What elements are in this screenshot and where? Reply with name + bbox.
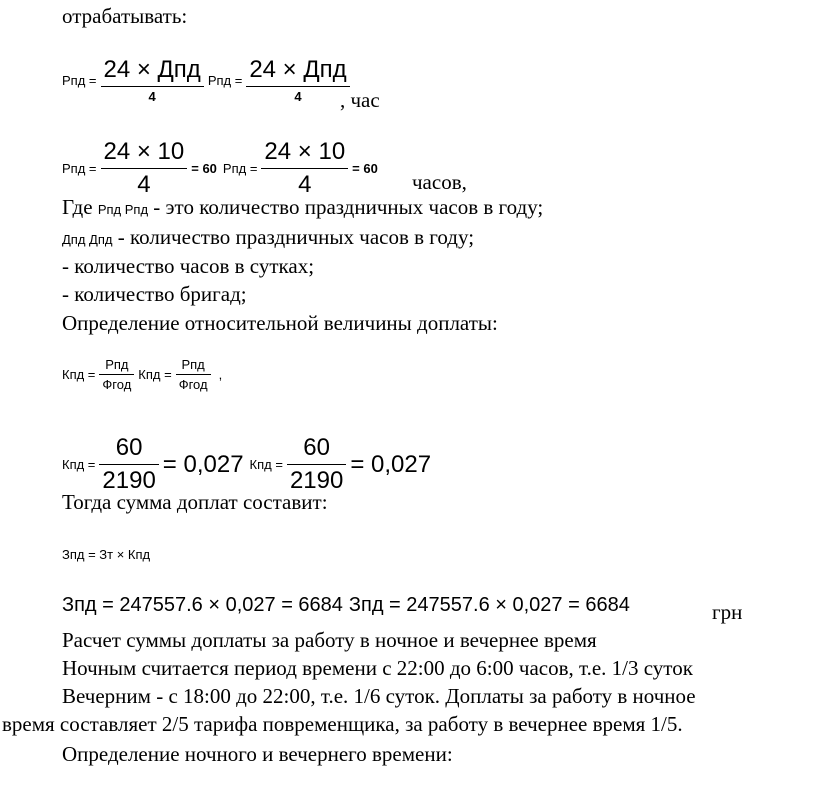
formula-2-numerator: 24 × 10 — [103, 138, 185, 165]
formula-1 — [62, 56, 354, 104]
where-prefix: Где — [62, 195, 93, 219]
formula-4-numerator-repeat: 60 — [303, 434, 330, 461]
formula-6-text: Зпд = 247557.6 × 0,027 = 6684 — [62, 594, 343, 616]
formula-3 — [62, 357, 222, 392]
d-text: - количество праздничных часов в году; — [117, 225, 475, 249]
formula-2-result-repeat: = 60 — [352, 161, 378, 176]
formula-3-numerator-repeat: Рпд — [181, 357, 205, 372]
d-symbols: Дпд Дпд — [62, 232, 113, 247]
formula-3-tail: , — [218, 367, 223, 382]
formula-6-unit: грн — [712, 600, 743, 624]
where-text: - это количество праздничных часов в году; — [153, 195, 544, 219]
formula-1-numerator-repeat: 24 × Дпд — [249, 56, 347, 83]
formula-3-denominator: Фгод — [102, 377, 132, 392]
relative-heading: Определение относительной величины доплаты: — [62, 311, 498, 335]
brigades-line: - количество бригад; — [62, 282, 247, 306]
formula-1-unit: , час — [340, 88, 380, 112]
formula-2-numerator-repeat: 24 × 10 — [264, 138, 346, 165]
formula-2-lhs-repeat: Рпд = — [222, 161, 258, 176]
where-symbols: Рпд Рпд — [97, 202, 149, 217]
hours-line: - количество часов в сутках; — [62, 254, 315, 278]
formula-3-lhs: Кпд = — [62, 367, 96, 382]
formula-4-result-repeat: = 0,027 — [350, 450, 432, 478]
formula-1-denominator-repeat: 4 — [294, 89, 302, 104]
formula-2-unit: часов, — [412, 170, 467, 194]
formula-4-numerator: 60 — [115, 434, 143, 461]
paragraph-5: Определение ночного и вечернего времени: — [62, 742, 453, 766]
formula-4-result: = 0,027 — [162, 450, 244, 478]
formula-5: Зпд = Зт × Кпд — [62, 547, 151, 562]
sum-heading: Тогда сумма доплат составит: — [62, 490, 328, 514]
paragraph-1: Расчет суммы доплаты за работу в ночное и вечернее время — [62, 628, 597, 652]
formula-3-denominator-repeat: Фгод — [178, 377, 208, 392]
formula-4-lhs-repeat: Кпд = — [249, 457, 283, 472]
formula-2 — [62, 138, 378, 199]
formula-1-lhs: Рпд = — [62, 72, 97, 88]
paragraph-4: время составляет 2/5 тарифа повременщика, за работу в вечернее время 1/5. — [2, 712, 683, 736]
heading-word: отрабатывать: — [62, 4, 188, 28]
formula-2-denominator: 4 — [137, 171, 151, 198]
formula-6 — [62, 594, 630, 617]
formula-2-result: = 60 — [191, 161, 217, 176]
paragraph-2: Ночным считается период времени с 22:00 до 6:00 часов, т.е. 1/3 суток — [62, 656, 693, 680]
formula-1-numerator: 24 × Дпд — [103, 56, 201, 83]
formula-1-denominator: 4 — [148, 89, 156, 104]
paragraph-3: Вечерним - с 18:00 до 22:00, т.е. 1/6 суток. Доплаты за работу в ночное — [62, 684, 696, 708]
where-line — [62, 197, 543, 218]
formula-4-denominator-repeat: 2190 — [289, 467, 344, 494]
formula-1-lhs-repeat: Рпд = — [207, 72, 243, 88]
formula-2-lhs: Рпд = — [62, 161, 97, 176]
d-line — [62, 227, 474, 248]
formula-2-denominator-repeat: 4 — [298, 171, 312, 198]
formula-3-lhs-repeat: Кпд = — [138, 367, 172, 382]
formula-3-numerator: Рпд — [105, 357, 129, 372]
formula-4-lhs: Кпд = — [62, 457, 96, 472]
formula-4-denominator: 2190 — [102, 467, 156, 494]
formula-6-text-repeat: Зпд = 247557.6 × 0,027 = 6684 — [348, 594, 630, 616]
formula-4 — [62, 434, 431, 495]
